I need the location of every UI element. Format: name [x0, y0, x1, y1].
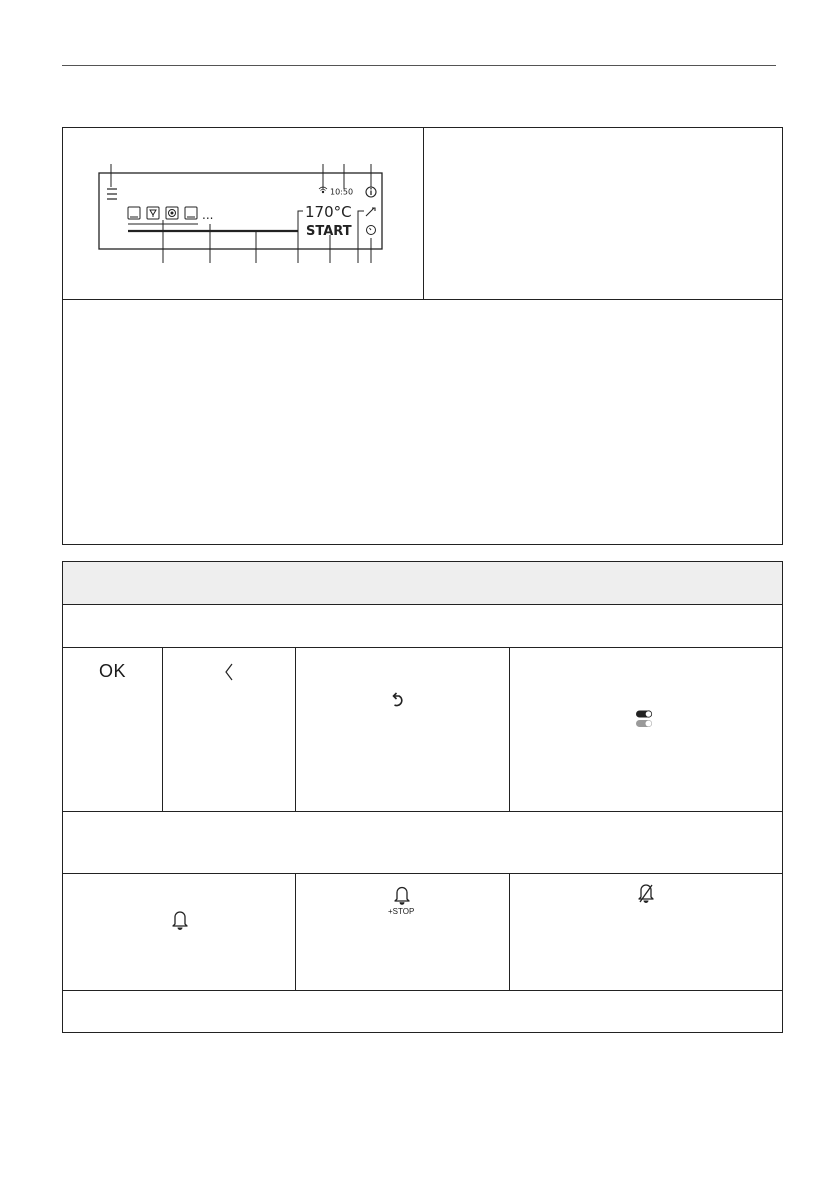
alarm-col-divider-1: [295, 873, 296, 990]
temperature-text: 170°C: [305, 203, 352, 221]
alarm-col-divider-2: [509, 873, 510, 990]
temperature-bracket: [298, 211, 303, 237]
bottom-heat-function-icon: [185, 207, 197, 219]
controls-row-divider-4: [62, 990, 783, 991]
bell-stop-icon[interactable]: [392, 885, 412, 905]
menu-icon: [107, 189, 117, 199]
grill-function-icon: [147, 207, 159, 219]
display-table-divider: [423, 127, 424, 299]
controls-header-divider: [62, 604, 783, 605]
bell-off-icon[interactable]: [636, 882, 656, 904]
start-text: START: [306, 224, 352, 239]
bell-stop-label: +STOP: [388, 907, 415, 916]
toggle-icon[interactable]: [634, 709, 656, 729]
controls-row-divider-1: [62, 647, 783, 648]
controls-table-header: [63, 562, 782, 604]
heating-function-icon: [128, 207, 140, 219]
clock-text: 10:50: [330, 187, 354, 197]
chevron-left-icon[interactable]: [223, 662, 235, 682]
controls-row-divider-3: [62, 873, 783, 874]
ok-button-label[interactable]: OK: [99, 661, 127, 681]
probe-icon: [366, 208, 375, 216]
controls-table: [62, 561, 783, 1033]
action-col-divider-2: [295, 647, 296, 812]
fan-function-icon: [166, 207, 178, 219]
display-table-row-divider: [62, 299, 783, 300]
info-icon: [366, 187, 376, 197]
options-bracket: [358, 211, 364, 237]
more-functions-text: ...: [202, 208, 214, 222]
action-col-divider-1: [162, 647, 163, 812]
controls-row-divider-2: [62, 811, 783, 812]
display-diagram: [62, 127, 423, 299]
action-col-divider-3: [509, 647, 510, 812]
bell-icon[interactable]: [170, 909, 190, 931]
timer-icon: [367, 226, 376, 235]
undo-icon[interactable]: [388, 690, 408, 710]
page-top-rule: [62, 65, 776, 66]
